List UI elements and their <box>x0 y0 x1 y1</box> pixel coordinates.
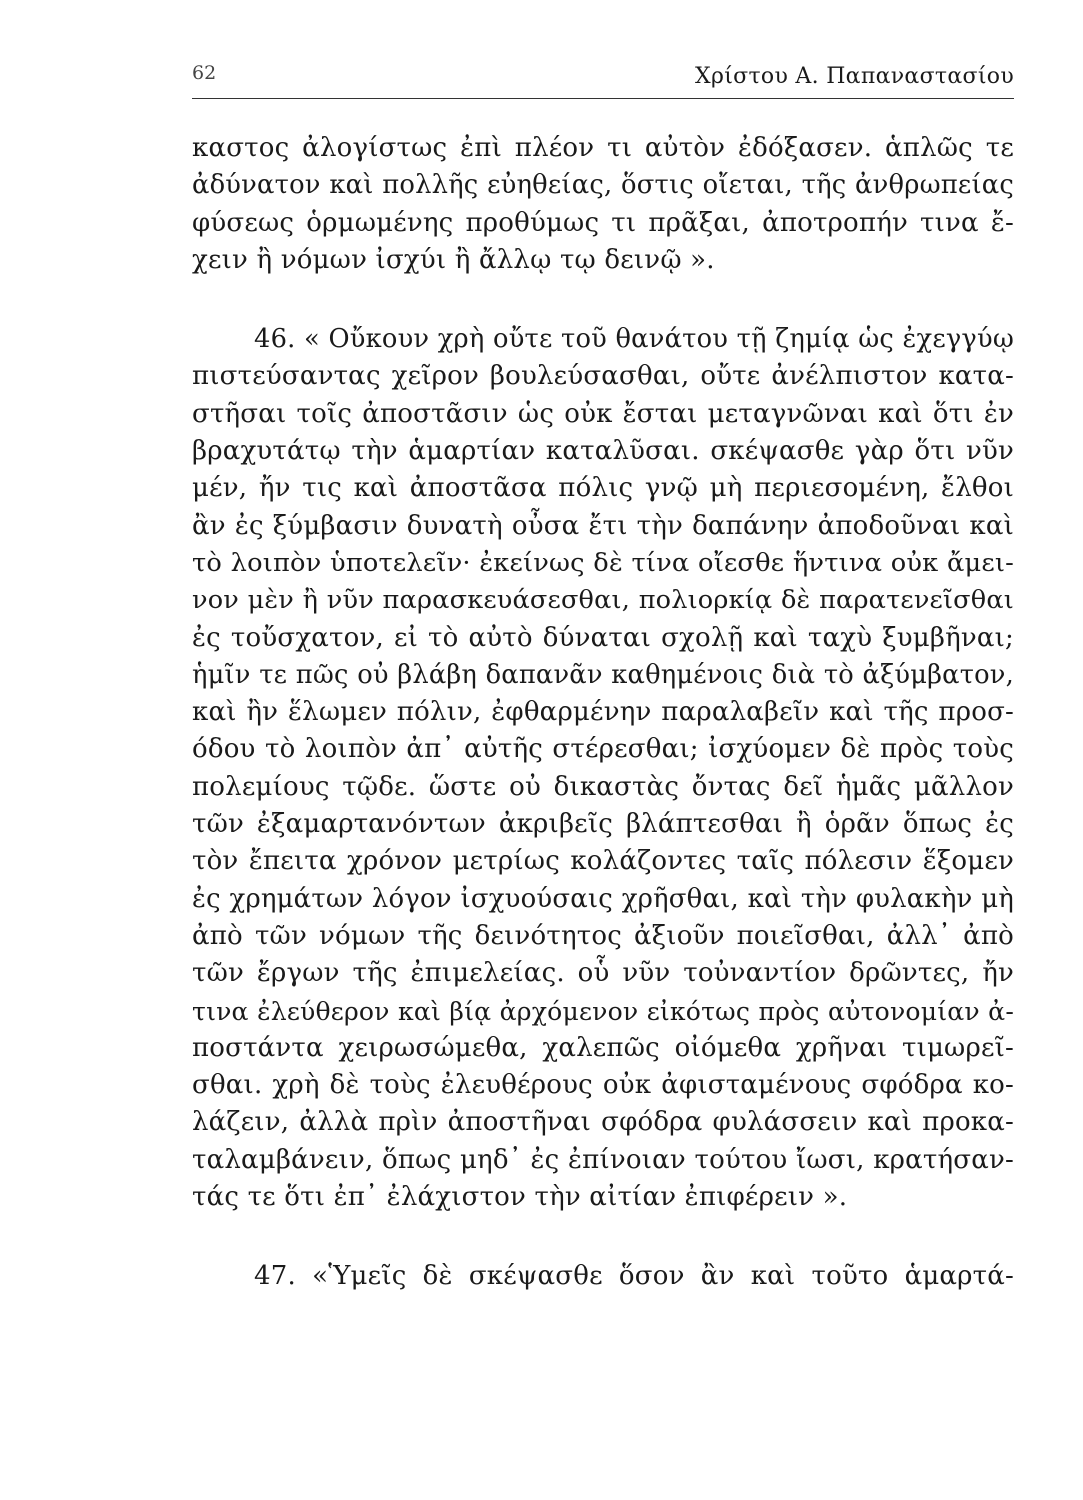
text-line: χειν ἢ νόμων ἰσχύι ἢ ἄλλῳ τῳ δεινῷ ». <box>192 244 715 275</box>
text-line: βραχυτάτῳ τὴν ἁμαρτίαν καταλῦσαι. σκέψασθε γὰρ ὅτι νῦν <box>192 436 1014 467</box>
text-line: τινα ἐλεύθερον καὶ βίᾳ ἀρχόμενον εἰκότως πρὸς αὐτονομίαν ἀ- <box>192 996 1014 1026</box>
paragraph-46 <box>192 321 1014 1216</box>
text-line: λάζειν, ἀλλὰ πρὶν ἀποστῆναι σφόδρα φυλάσσειν καὶ προκα- <box>192 1107 1014 1138</box>
text-line: ἀπὸ τῶν νόμων τῆς δεινότητος ἀξιοῦν ποιεῖσθαι, ἀλλ᾽ ἀπὸ <box>192 920 1014 951</box>
text-line: ταλαμβάνειν, ὅπως μηδ᾽ ἐς ἐπίνοιαν τούτου ἴωσι, κρατήσαν- <box>192 1144 1014 1175</box>
text-line: ποστάντα χειρωσώμεθα, χαλεπῶς οἰόμεθα χρῆναι τιμωρεῖ- <box>192 1032 1014 1063</box>
text-line: καὶ ἢν ἕλωμεν πόλιν, ἐφθαρμένην παραλαβεῖν καὶ τῆς προσ- <box>192 697 1014 728</box>
body-text <box>192 130 1014 1296</box>
text-line: μέν, ἤν τις καὶ ἀποστᾶσα πόλις γνῷ μὴ περιεσομένη, ἔλθοι <box>192 473 1014 504</box>
text-line: ἐς χρημάτων λόγον ἰσχυούσαις χρῆσθαι, καὶ τὴν φυλακὴν μὴ <box>192 883 1014 914</box>
text-line: ἂν ἐς ξύμβασιν δυνατὴ οὖσα ἔτι τὴν δαπάνην ἀποδοῦναι καὶ <box>192 510 1014 541</box>
text-line: τῶν ἔργων τῆς ἐπιμελείας. οὗ νῦν τοὐναντίον δρῶντες, ἤν <box>192 958 1014 989</box>
paragraph-47 <box>192 1258 1014 1295</box>
page-number: 62 <box>192 62 217 84</box>
text-line: 46. « Οὔκουν χρὴ οὔτε τοῦ θανάτου τῇ ζημίᾳ ὡς ἐχεγγύῳ <box>254 324 1014 355</box>
text-line: φύσεως ὁρμωμένης προθύμως τι πρᾶξαι, ἀποτροπήν τινα ἔ- <box>192 207 1014 238</box>
text-line: τὸ λοιπὸν ὑποτελεῖν· ἐκείνως δὲ τίνα οἴεσθε ἥντινα οὐκ ἄμει- <box>192 547 1014 578</box>
text-line: σθαι. χρὴ δὲ τοὺς ἐλευθέρους οὐκ ἀφισταμένους σφόδρα κο- <box>192 1070 1014 1101</box>
text-line: τάς τε ὅτι ἐπ᾽ ἐλάχιστον τὴν αἰτίαν ἐπιφέρειν ». <box>192 1182 848 1213</box>
text-line: ἀδύνατον καὶ πολλῆς εὐηθείας, ὅστις οἴεται, τῆς ἀνθρωπείας <box>192 170 1014 201</box>
text-line: ἐς τοὔσχατον, εἰ τὸ αὐτὸ δύναται σχολῇ καὶ ταχὺ ξυμβῆναι; <box>192 622 1014 653</box>
text-line: πολεμίους τῷδε. ὥστε οὐ δικαστὰς ὄντας δεῖ ἡμᾶς μᾶλλον <box>192 771 1014 802</box>
text-line: νον μὲν ἢ νῦν παρασκευάσεσθαι, πολιορκίᾳ δὲ παρατενεῖσθαι <box>192 585 1014 616</box>
text-line: τὸν ἔπειτα χρόνον μετρίως κολάζοντες ταῖς πόλεσιν ἕξομεν <box>192 846 1014 877</box>
paragraph-continuation <box>192 130 1014 279</box>
text-line: τῶν ἐξαμαρτανόντων ἀκριβεῖς βλάπτεσθαι ἢ ὁρᾶν ὅπως ἐς <box>192 809 1014 840</box>
text-line: 47. «Ὑμεῖς δὲ σκέψασθε ὅσον ἂν καὶ τοῦτο ἁμαρτά- <box>254 1261 1014 1292</box>
text-line: πιστεύσαντας χεῖρον βουλεύσασθαι, οὔτε ἀνέλπιστον κατα- <box>192 361 1014 392</box>
running-head <box>192 58 1014 98</box>
text-line: όδου τὸ λοιπὸν ἀπ᾽ αὐτῆς στέρεσθαι; ἰσχύομεν δὲ πρὸς τοὺς <box>192 734 1014 765</box>
running-head-author: Χρίστου Α. Παπαναστασίου <box>695 64 1014 89</box>
text-line: ἡμῖν τε πῶς οὐ βλάβη δαπανᾶν καθημένοις διὰ τὸ ἀξύμβατον, <box>192 659 1014 690</box>
text-line: στῆσαι τοῖς ἀποστᾶσιν ὡς οὐκ ἔσται μεταγνῶναι καὶ ὅτι ἐν <box>192 398 1014 429</box>
text-line: καστος ἀλογίστως ἐπὶ πλέον τι αὐτὸν ἐδόξασεν. ἁπλῶς τε <box>192 133 1014 163</box>
header-rule <box>192 98 1014 99</box>
